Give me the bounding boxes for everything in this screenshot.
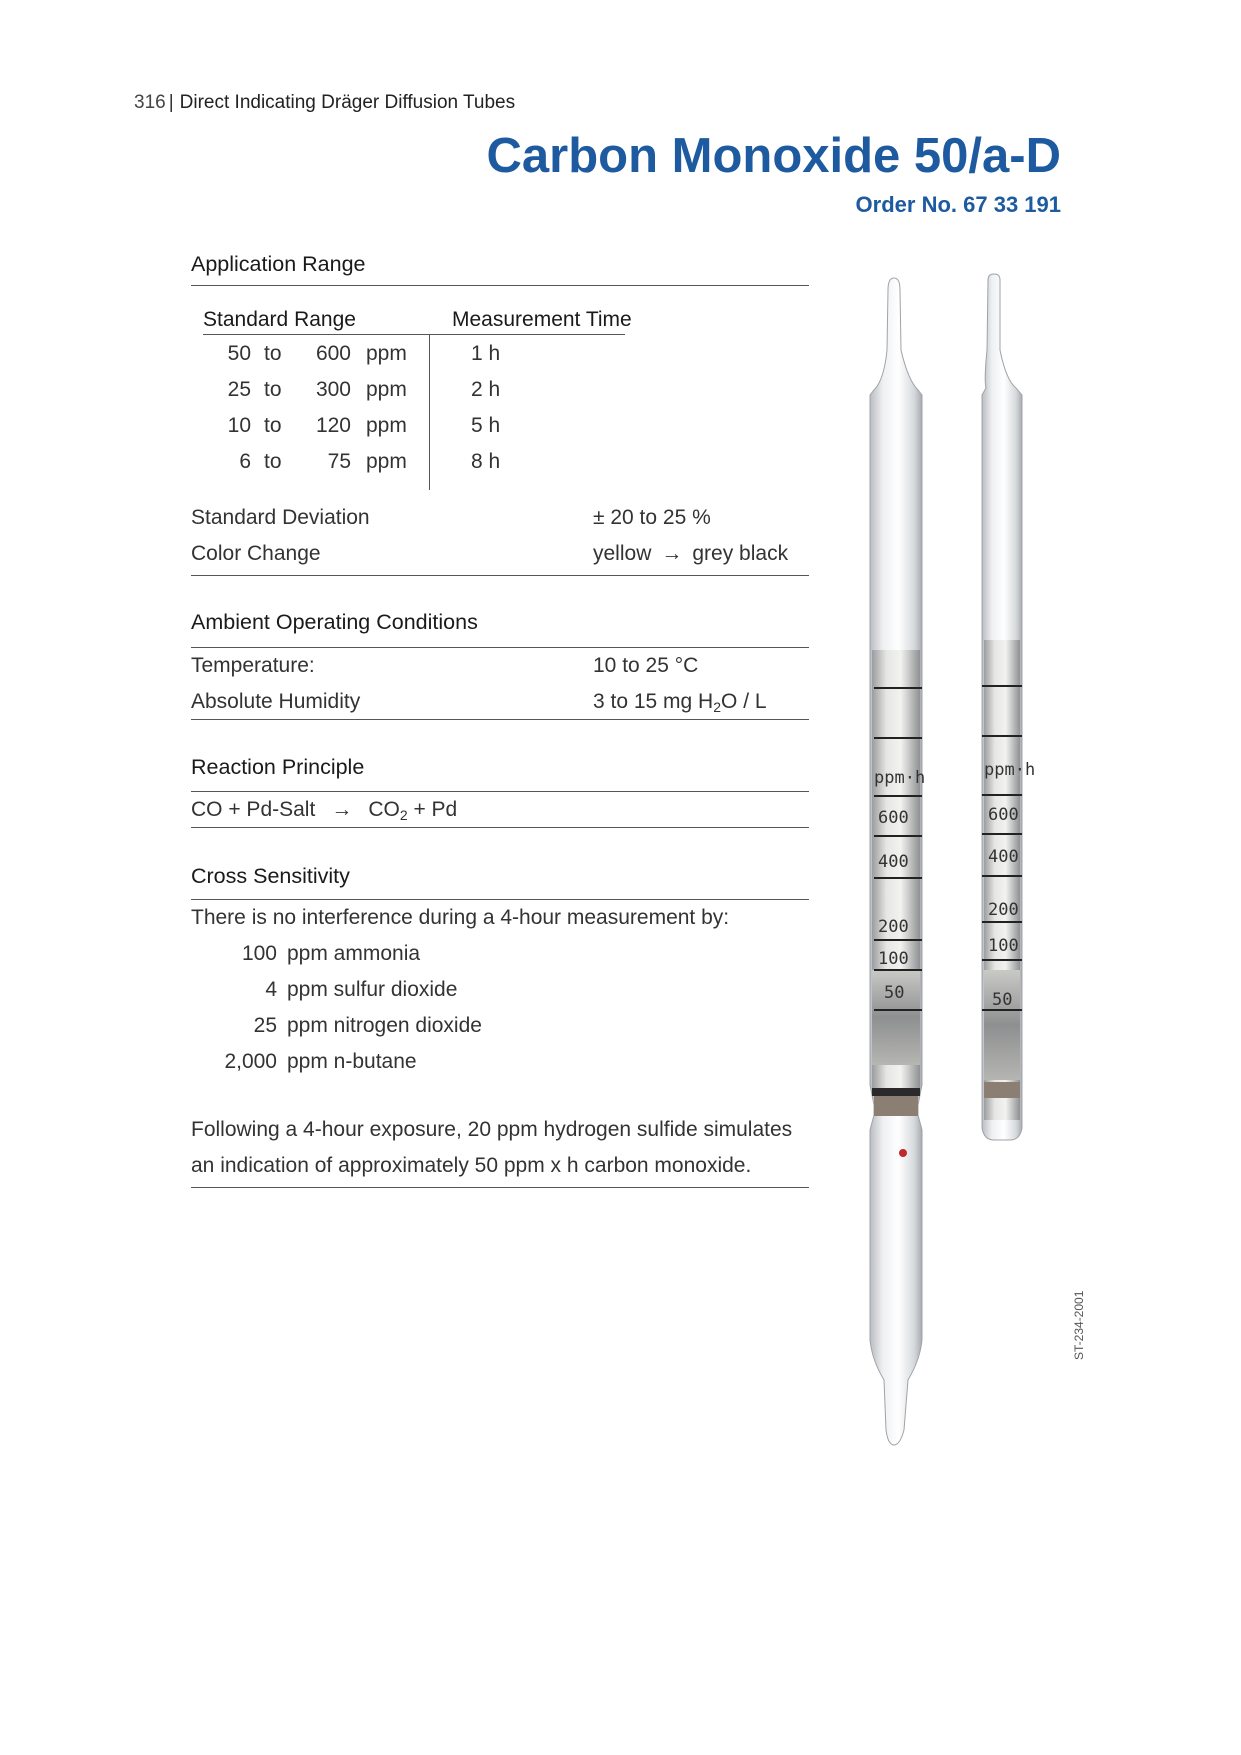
column-header-standard-range: Standard Range	[203, 308, 356, 331]
table-row	[191, 342, 809, 378]
note-text: Following a 4-hour exposure, 20 ppm hydrogen sulfide simulates	[191, 1118, 793, 1141]
humidity-value	[593, 684, 767, 720]
note-text: an indication of approximately 50 ppm x h carbon monoxide.	[191, 1154, 752, 1177]
divider	[191, 719, 809, 720]
arrow-right-icon: →	[331, 798, 353, 821]
standard-deviation-label: Standard Deviation	[191, 506, 370, 529]
scale-unit-label: ppm·h	[984, 760, 1036, 780]
reaction-principle-heading: Reaction Principle	[191, 755, 365, 779]
range-unit: ppm	[366, 450, 407, 473]
page-title: Carbon Monoxide 50/a-D	[486, 129, 1061, 183]
page-number: 316	[134, 92, 166, 113]
scale-mark: 50	[992, 990, 1013, 1010]
table-header-rule	[203, 334, 625, 335]
tube-left	[870, 278, 925, 1445]
scale-unit-label: ppm·h	[874, 768, 926, 788]
standard-deviation-value: ± 20 to 25 %	[593, 506, 711, 529]
humidity-value-main: 3 to 15 mg H	[593, 690, 714, 713]
scale-mark: 200	[988, 900, 1019, 920]
divider	[191, 285, 809, 286]
ambient-conditions-heading: Ambient Operating Conditions	[191, 610, 478, 634]
range-from: 50	[227, 342, 251, 365]
range-unit: ppm	[366, 342, 407, 365]
table-column-divider	[429, 334, 430, 490]
cross-sensitivity-heading: Cross Sensitivity	[191, 864, 350, 888]
photo-credit: ST-234-2001	[1072, 1290, 1086, 1360]
tube-right	[982, 274, 1035, 1140]
list-item	[191, 1008, 809, 1044]
temperature-label: Temperature:	[191, 654, 315, 677]
reaction-equation	[191, 792, 809, 828]
reactants: CO + Pd-Salt	[191, 798, 316, 821]
humidity-row	[191, 684, 809, 720]
interferent-amount: 100	[241, 942, 277, 965]
running-header	[134, 92, 515, 114]
scale-mark: 400	[878, 852, 909, 872]
product-photo	[830, 270, 1070, 1470]
range-unit: ppm	[366, 378, 407, 401]
header-separator: |	[168, 92, 174, 113]
temperature-value: 10 to 25 °C	[593, 654, 699, 677]
arrow-right-icon: →	[661, 542, 683, 565]
application-range-heading: Application Range	[191, 252, 366, 276]
range-from: 10	[227, 414, 251, 437]
range-from: 6	[239, 450, 251, 473]
measurement-time: 2 h	[471, 378, 501, 401]
cross-sensitivity-note-line	[191, 1112, 809, 1148]
product-subscript: 2	[399, 807, 408, 823]
range-to-word: to	[264, 342, 282, 365]
diffusion-tubes-image	[830, 270, 1070, 1470]
measurement-time: 1 h	[471, 342, 501, 365]
scale-mark: 100	[988, 936, 1019, 956]
divider	[191, 575, 809, 576]
scale-mark: 600	[878, 808, 909, 828]
scale-mark: 50	[884, 983, 905, 1003]
color-from: yellow	[593, 542, 652, 565]
application-range-table	[191, 300, 809, 500]
scale-mark: 100	[878, 949, 909, 969]
humidity-label: Absolute Humidity	[191, 690, 361, 713]
divider	[191, 827, 809, 828]
interferent-substance: ppm sulfur dioxide	[287, 978, 458, 1001]
standard-deviation-row	[191, 500, 809, 536]
header-section-title: Direct Indicating Dräger Diffusion Tubes	[179, 92, 516, 113]
list-item	[191, 936, 809, 972]
range-to: 75	[327, 450, 351, 473]
range-to-word: to	[264, 378, 282, 401]
reaction-equation-text	[191, 792, 457, 828]
table-row	[191, 414, 809, 450]
humidity-subscript: 2	[713, 699, 722, 715]
measurement-time: 5 h	[471, 414, 501, 437]
humidity-value-rest: O / L	[721, 690, 767, 713]
interferent-amount: 25	[253, 1014, 277, 1037]
product-pd: + Pd	[407, 798, 458, 821]
interferent-list	[191, 936, 809, 1086]
interferent-amount: 4	[265, 978, 277, 1001]
color-change-row	[191, 536, 809, 572]
list-item	[191, 972, 809, 1008]
interferent-amount: 2,000	[224, 1050, 277, 1073]
interferent-substance: ppm ammonia	[287, 942, 421, 965]
temperature-row	[191, 648, 809, 684]
color-to: grey black	[692, 542, 789, 565]
cross-sensitivity-intro	[191, 900, 809, 936]
range-to: 600	[315, 342, 351, 365]
scale-mark: 600	[988, 805, 1019, 825]
color-change-label: Color Change	[191, 542, 321, 565]
cross-sensitivity-intro-text: There is no interference during a 4-hour measurement by:	[191, 906, 730, 929]
range-to: 120	[315, 414, 351, 437]
range-from: 25	[227, 378, 251, 401]
range-unit: ppm	[366, 414, 407, 437]
cross-sensitivity-note-line	[191, 1148, 809, 1184]
order-number: Order No. 67 33 191	[855, 192, 1061, 217]
divider	[191, 1187, 809, 1188]
measurement-time: 8 h	[471, 450, 501, 473]
range-to-word: to	[264, 450, 282, 473]
scale-mark: 200	[878, 917, 909, 937]
interferent-substance: ppm n-butane	[287, 1050, 417, 1073]
range-to-word: to	[264, 414, 282, 437]
product-co: CO	[368, 798, 400, 821]
color-change-value	[593, 536, 788, 572]
table-row	[191, 378, 809, 414]
column-header-measurement-time: Measurement Time	[452, 308, 632, 331]
range-to: 300	[315, 378, 351, 401]
table-row	[191, 450, 809, 486]
interferent-substance: ppm nitrogen dioxide	[287, 1014, 482, 1037]
list-item	[191, 1044, 809, 1080]
scale-mark: 400	[988, 847, 1019, 867]
